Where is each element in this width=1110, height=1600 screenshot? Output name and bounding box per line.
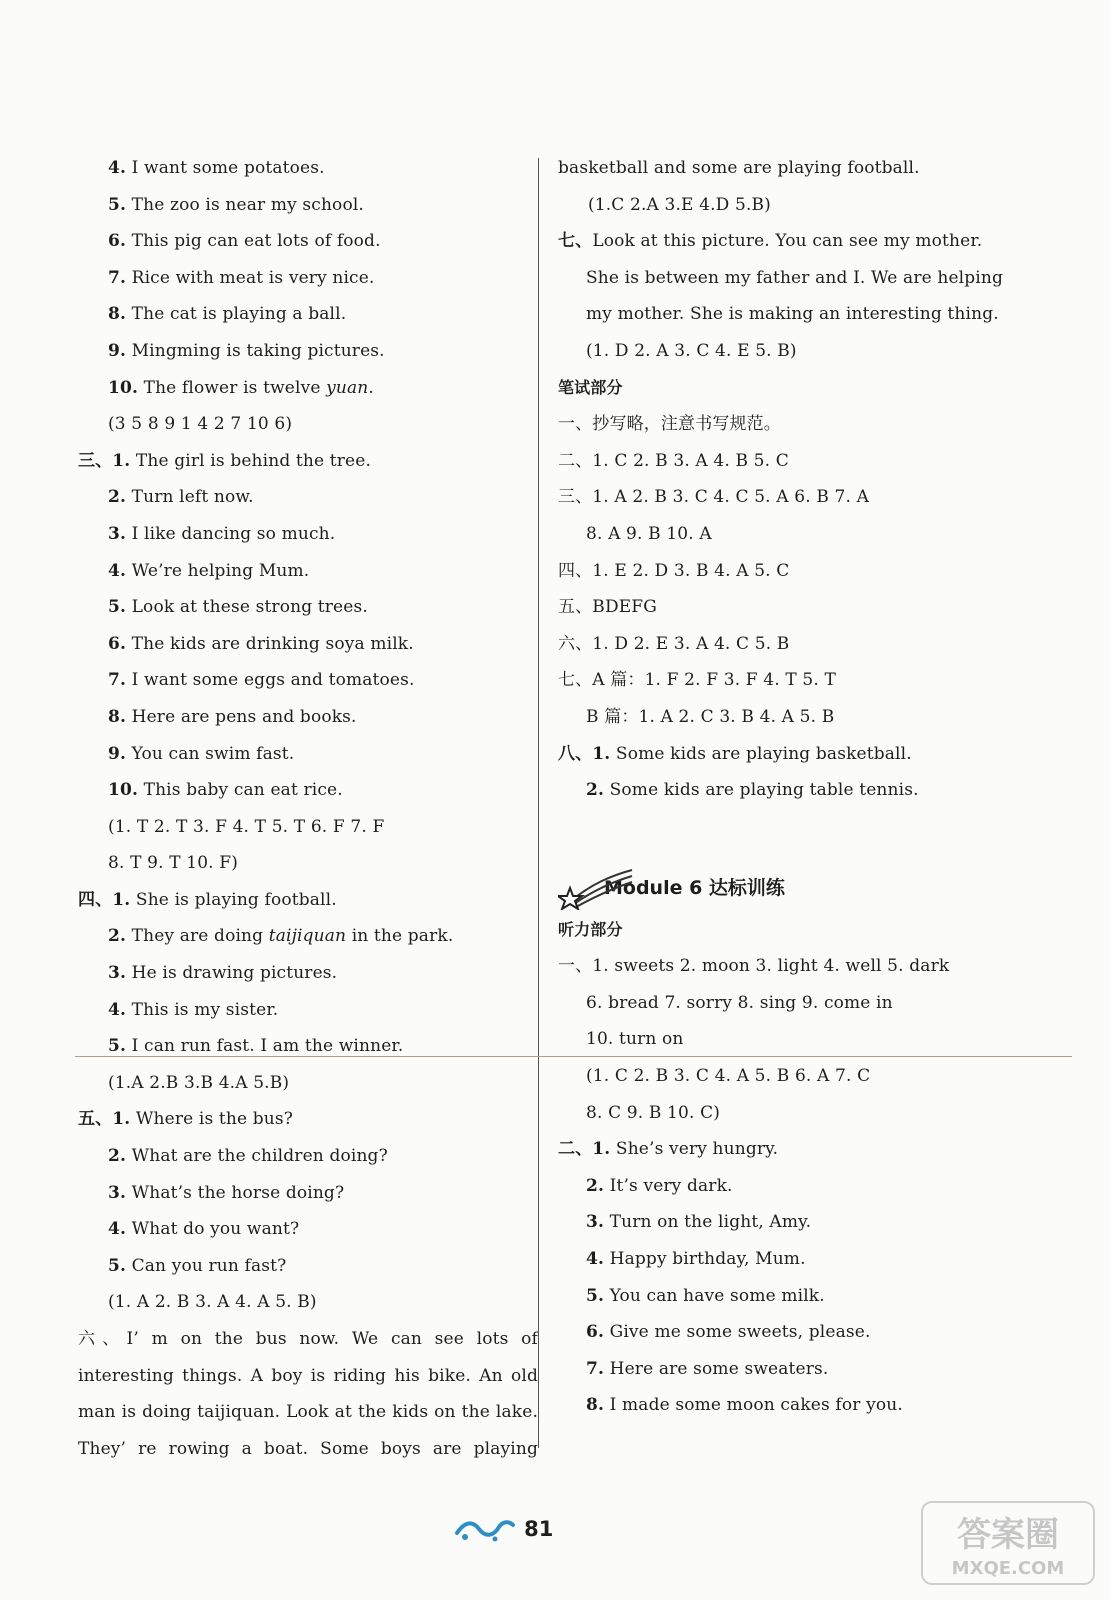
answer-line (558, 187, 1018, 224)
answer-line (78, 699, 538, 736)
answer-line (558, 948, 1018, 985)
item-number: 3. (108, 523, 127, 544)
item-number: 7. (108, 267, 127, 288)
item-number: 5. (108, 194, 127, 215)
line-text: Where is the bus? (130, 1109, 294, 1130)
answer-line (78, 1358, 538, 1395)
answer-line (78, 406, 538, 443)
line-text: I want some eggs and tomatoes. (126, 670, 415, 691)
answer-line (78, 1284, 538, 1321)
answer-line (558, 150, 1018, 187)
line-text: I want some potatoes. (126, 158, 325, 178)
line-text: She’s very hungry. (610, 1139, 779, 1160)
item-number: 2. (108, 487, 127, 508)
item-number: 5. (586, 1285, 605, 1306)
item-number: 10. (108, 780, 139, 801)
answer-line (78, 516, 538, 553)
line-text: I made some moon cakes for you. (604, 1395, 903, 1416)
answer-line (558, 1131, 1018, 1168)
answer-line (78, 370, 538, 407)
line-text: The flower is twelve (138, 377, 327, 398)
line-text: 四、1. E 2. D 3. B 4. A 5. C (558, 560, 790, 581)
item-number: 四、1. (78, 889, 131, 910)
item-number: 5. (108, 597, 127, 618)
line-text: The girl is behind the tree. (130, 450, 372, 471)
svg-text:答案圈: 答案圈 (957, 1515, 1059, 1555)
line-text: You can have some milk. (604, 1285, 825, 1306)
answer-line (78, 992, 538, 1029)
line-text: 笔试部分 (558, 377, 623, 397)
line-text: I like dancing so much. (126, 523, 336, 544)
answer-line (558, 589, 1018, 626)
line-text-tail: in the park. (346, 926, 454, 947)
line-text: Mingming is taking pictures. (126, 340, 385, 361)
answer-line (78, 1138, 538, 1175)
line-text: What are the children doing? (126, 1146, 388, 1167)
answer-line (558, 406, 1018, 443)
item-number: 二、1. (558, 1139, 611, 1160)
line-text: Look at this picture. You can see my mother. (592, 231, 983, 252)
answer-line (558, 699, 1018, 736)
answer-line (558, 626, 1018, 663)
answer-line (78, 626, 538, 663)
answer-line (558, 223, 1018, 260)
line-text: (1. A 2. B 3. A 4. A 5. B) (108, 1292, 317, 1313)
watermark-logo (918, 1498, 1098, 1588)
line-text: Give me some sweets, please. (604, 1322, 871, 1343)
line-text: 8. C 9. B 10. C) (586, 1102, 721, 1123)
answer-line (558, 1204, 1018, 1241)
answer-line (558, 516, 1018, 553)
line-text: 听力部分 (558, 919, 623, 939)
answer-line (78, 1248, 538, 1285)
section-gap (558, 809, 1018, 864)
line-text: This pig can eat lots of food. (126, 231, 381, 252)
item-number: 5. (108, 1255, 127, 1276)
line-text: You can swim fast. (126, 743, 295, 764)
item-number: 9. (108, 743, 127, 764)
answer-line (78, 443, 538, 480)
answer-line (558, 1241, 1018, 1278)
answer-line (78, 296, 538, 333)
line-text: He is drawing pictures. (126, 963, 338, 984)
line-text: Some kids are playing table tennis. (604, 780, 919, 801)
line-text: Some kids are playing basketball. (610, 743, 912, 764)
answer-line (558, 260, 1018, 297)
answer-line (558, 1168, 1018, 1205)
item-number: 3. (586, 1212, 605, 1233)
answer-line (78, 1175, 538, 1212)
answer-line (78, 662, 538, 699)
answer-line (78, 736, 538, 773)
answer-line (78, 1028, 538, 1065)
item-number: 6. (586, 1322, 605, 1343)
line-text: (1. T 2. T 3. F 4. T 5. T 6. F 7. F (108, 816, 385, 837)
answer-line (78, 1431, 538, 1468)
line-text: my mother. She is making an interesting thing. (586, 304, 999, 325)
answer-line (558, 1058, 1018, 1095)
right-column-bottom (558, 912, 1018, 1424)
line-text: man is doing taijiquan. Look at the kids on the lake. (78, 1402, 538, 1423)
item-number: 三、1. (78, 450, 131, 471)
line-text: (1.A 2.B 3.B 4.A 5.B) (108, 1072, 290, 1093)
page-footer (455, 1508, 553, 1548)
item-number: 2. (108, 926, 127, 947)
answer-line (558, 772, 1018, 809)
right-column (558, 150, 1018, 1424)
line-text: B 篇：1. A 2. C 3. B 4. A 5. B (586, 706, 835, 727)
item-number: 4. (108, 158, 127, 178)
answer-line (558, 553, 1018, 590)
answer-line (78, 553, 538, 590)
line-text: It’s very dark. (604, 1175, 733, 1196)
item-number: 8. (586, 1395, 605, 1416)
answer-line (78, 772, 538, 809)
line-text: (1. C 2. B 3. C 4. A 5. B 6. A 7. C (586, 1066, 871, 1087)
answer-line (78, 223, 538, 260)
item-number: 2. (586, 780, 605, 801)
answer-line (78, 1101, 538, 1138)
item-number: 五、1. (78, 1109, 131, 1130)
line-text: Look at these strong trees. (126, 597, 368, 618)
answer-line (558, 296, 1018, 333)
item-number: 7. (586, 1358, 605, 1379)
line-text: 一、抄写略，注意书写规范。 (558, 414, 781, 435)
line-text: We’re helping Mum. (126, 560, 310, 581)
answer-line (558, 443, 1018, 480)
line-text: 六、1. D 2. E 3. A 4. C 5. B (558, 633, 790, 654)
line-text: Here are pens and books. (126, 706, 357, 727)
line-text: What do you want? (126, 1219, 300, 1240)
item-number: 9. (108, 340, 127, 361)
decorative-swash-icon (455, 1515, 515, 1543)
line-text: Here are some sweaters. (604, 1358, 829, 1379)
item-number: 6. (108, 633, 127, 654)
line-text: 10. turn on (586, 1029, 684, 1050)
answer-line (78, 1065, 538, 1102)
answer-line (78, 260, 538, 297)
item-number: 3. (108, 963, 127, 984)
item-number: 2. (586, 1175, 605, 1196)
line-text: 六、I’ m on the bus now. We can see lots of (78, 1329, 538, 1349)
answer-line (78, 809, 538, 846)
section-heading (558, 912, 1018, 949)
line-text: 一、1. sweets 2. moon 3. light 4. well 5. dark (558, 956, 950, 977)
answer-line (78, 589, 538, 626)
line-text: I can run fast. I am the winner. (126, 1036, 404, 1057)
item-number: 8. (108, 706, 127, 727)
line-text: Can you run fast? (126, 1255, 287, 1276)
right-column-top (558, 150, 1018, 809)
line-text: (1.C 2.A 3.E 4.D 5.B) (588, 194, 771, 215)
line-text: (3 5 8 9 1 4 2 7 10 6) (108, 414, 293, 435)
svg-text:MXQE.COM: MXQE.COM (951, 1558, 1065, 1579)
left-column (78, 150, 538, 1467)
item-number: 2. (108, 1146, 127, 1167)
answer-line (78, 333, 538, 370)
line-text: What’s the horse doing? (126, 1182, 345, 1203)
module-title: Module 6 达标训练 (604, 876, 785, 899)
answer-line (78, 882, 538, 919)
answer-line (78, 1394, 538, 1431)
answer-line (558, 479, 1018, 516)
line-text: 8. T 9. T 10. F) (108, 853, 238, 874)
line-text: 二、1. C 2. B 3. A 4. B 5. C (558, 450, 789, 471)
answer-line (558, 1095, 1018, 1132)
shooting-star-icon (558, 866, 634, 910)
section-heading (558, 370, 1018, 407)
line-text: This is my sister. (126, 999, 279, 1020)
item-number: 10. (108, 377, 139, 398)
answer-line (78, 150, 538, 187)
answer-line (78, 479, 538, 516)
answer-line (558, 1278, 1018, 1315)
line-text: This baby can eat rice. (138, 780, 343, 801)
line-text: 五、BDEFG (558, 597, 657, 618)
item-number: 3. (108, 1182, 127, 1203)
line-text: basketball and some are playing football. (558, 158, 920, 178)
answer-line (78, 955, 538, 992)
answer-line (78, 845, 538, 882)
line-text: 三、1. A 2. B 3. C 4. C 5. A 6. B 7. A (558, 487, 870, 508)
answer-line (558, 1387, 1018, 1424)
line-text: Turn left now. (126, 487, 254, 508)
answer-line (558, 736, 1018, 773)
item-number: 八、1. (558, 743, 611, 764)
item-number: 七、 (558, 231, 593, 252)
answer-line (558, 985, 1018, 1022)
horizontal-rule (75, 1056, 1072, 1057)
module-heading (558, 864, 1018, 912)
item-number: 7. (108, 670, 127, 691)
italic-term: taijiquan (268, 926, 347, 947)
line-text: Rice with meat is very nice. (126, 267, 375, 288)
item-number: 4. (108, 1219, 127, 1240)
line-text: interesting things. A boy is riding his bike. An old (78, 1365, 538, 1386)
item-number: 5. (108, 1036, 127, 1057)
answer-line (78, 1321, 538, 1358)
answer-line (78, 918, 538, 955)
item-number: 8. (108, 304, 127, 325)
line-text: (1. D 2. A 3. C 4. E 5. B) (586, 340, 797, 361)
answer-line (558, 1314, 1018, 1351)
answer-line (558, 1021, 1018, 1058)
column-divider (538, 158, 539, 1448)
line-text: They’ re rowing a boat. Some boys are playing (78, 1438, 538, 1459)
line-text: The zoo is near my school. (126, 194, 364, 215)
answer-line (558, 333, 1018, 370)
line-text: The kids are drinking soya milk. (126, 633, 414, 654)
italic-term: yuan (326, 377, 369, 398)
line-text: She is playing football. (130, 889, 337, 910)
answer-line (78, 1211, 538, 1248)
line-text: 6. bread 7. sorry 8. sing 9. come in (586, 992, 893, 1013)
item-number: 4. (586, 1249, 605, 1270)
answer-line (558, 662, 1018, 699)
answer-line (78, 187, 538, 224)
line-text: 8. A 9. B 10. A (586, 523, 712, 544)
item-number: 4. (108, 560, 127, 581)
line-text-tail: . (368, 377, 374, 398)
page-number: 81 (524, 1516, 554, 1541)
line-text: She is between my father and I. We are helping (586, 267, 1004, 288)
answer-line (558, 1351, 1018, 1388)
line-text: The cat is playing a ball. (126, 304, 347, 325)
item-number: 6. (108, 231, 127, 252)
line-text: They are doing (126, 926, 269, 947)
line-text: 七、A 篇：1. F 2. F 3. F 4. T 5. T (558, 670, 836, 691)
item-number: 4. (108, 999, 127, 1020)
line-text: Turn on the light, Amy. (604, 1212, 812, 1233)
line-text: Happy birthday, Mum. (604, 1249, 806, 1270)
